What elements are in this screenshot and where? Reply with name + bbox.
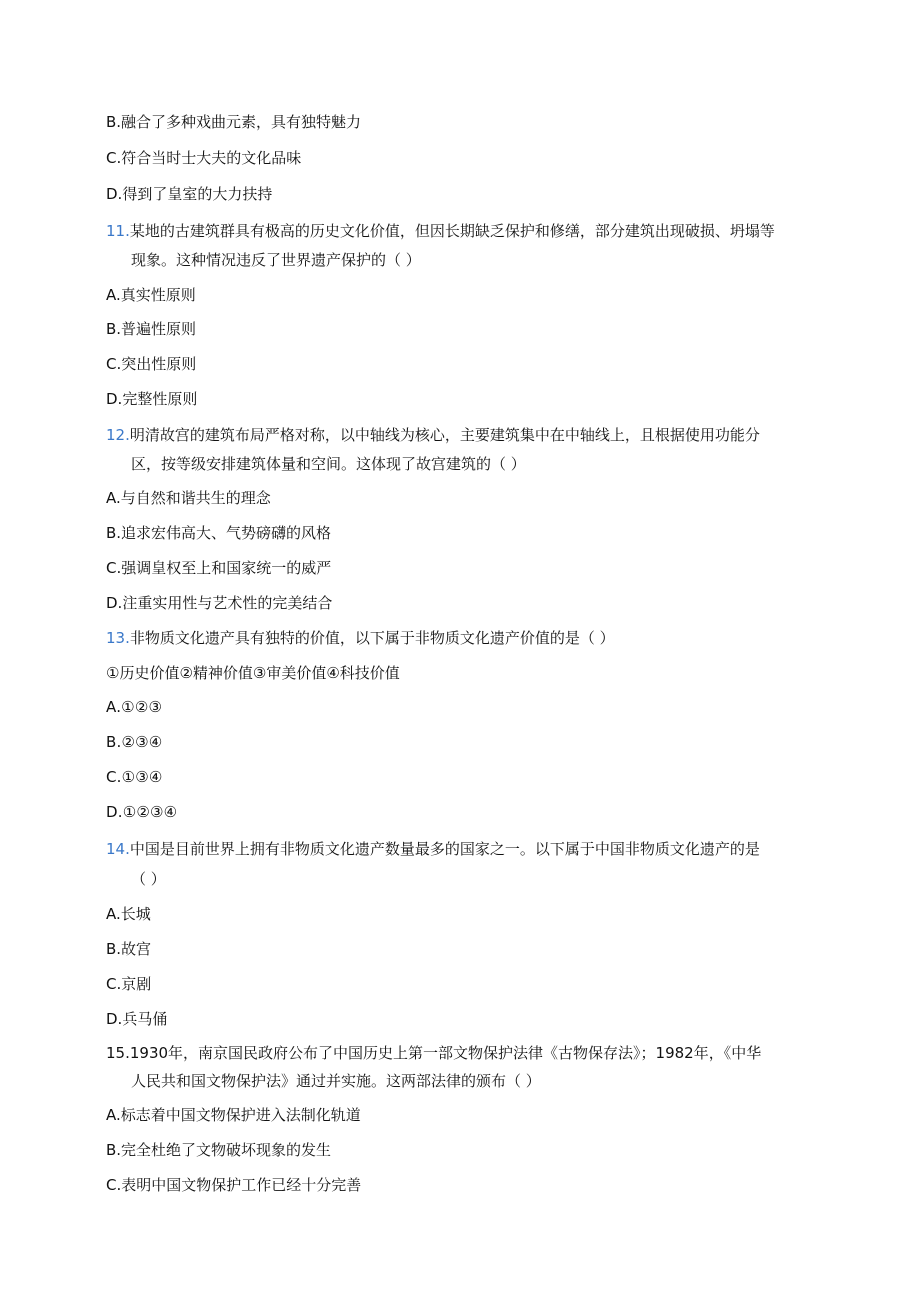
q14-option-a: A.长城 [106, 905, 151, 923]
q14-stem-cont: （ ） [131, 870, 166, 888]
q11-stem-text: 某地的古建筑群具有极高的历史文化价值，但因长期缺乏保护和修缮，部分建筑出现破损、坍塌等 [129, 222, 775, 240]
q12-stem-text: 明清故宫的建筑布局严格对称，以中轴线为核心，主要建筑集中在中轴线上，且根据使用功能分 [129, 426, 760, 444]
q15-option-a: A.标志着中国文物保护进入法制化轨道 [106, 1106, 361, 1124]
q12-option-a: A.与自然和谐共生的理念 [106, 489, 271, 507]
q10-option-b: B.融合了多种戏曲元素，具有独特魅力 [106, 113, 362, 131]
q11-option-d: D.完整性原则 [106, 390, 198, 408]
q11-number: 11. [106, 222, 130, 240]
q12-stem [106, 425, 760, 445]
q13-items: ①历史价值②精神价值③审美价值④科技价值 [106, 664, 400, 682]
q11-option-a: A.真实性原则 [106, 286, 196, 304]
q14-number: 14. [106, 840, 130, 858]
q15-option-b: B.完全杜绝了文物破坏现象的发生 [106, 1141, 332, 1159]
q14-option-b: B.故宫 [106, 940, 152, 958]
q11-option-b: B.普遍性原则 [106, 320, 197, 338]
q13-number: 13. [106, 629, 130, 647]
q14-option-c: C.京剧 [106, 975, 152, 993]
q11-stem-cont: 现象。这种情况违反了世界遗产保护的（ ） [131, 251, 421, 269]
q13-stem-text: 非物质文化遗产具有独特的价值，以下属于非物质文化遗产价值的是（ ） [129, 629, 615, 647]
q15-stem: 15.1930年，南京国民政府公布了中国历史上第一部文物保护法律《古物保存法》；1982年，《中华 [106, 1044, 762, 1062]
q13-option-a: A.①②③ [106, 698, 163, 716]
q12-option-b: B.追求宏伟高大、气势磅礴的风格 [106, 524, 332, 542]
q14-option-d: D.兵马俑 [106, 1010, 168, 1028]
q14-stem [106, 839, 760, 859]
q10-option-c: C.符合当时士大夫的文化品味 [106, 149, 302, 167]
q13-option-d: D.①②③④ [106, 803, 178, 821]
q13-option-c: C.①③④ [106, 768, 163, 786]
q13-stem [106, 628, 615, 648]
q13-option-b: B.②③④ [106, 733, 163, 751]
q15-option-c: C.表明中国文物保护工作已经十分完善 [106, 1176, 362, 1194]
q14-stem-text: 中国是目前世界上拥有非物质文化遗产数量最多的国家之一。以下属于中国非物质文化遗产的是 [129, 840, 760, 858]
q11-stem [106, 221, 775, 241]
q12-option-d: D.注重实用性与艺术性的完美结合 [106, 594, 333, 612]
q15-stem-cont: 人民共和国文物保护法》通过并实施。这两部法律的颁布（ ） [131, 1072, 541, 1090]
q12-number: 12. [106, 426, 130, 444]
q12-option-c: C.强调皇权至上和国家统一的威严 [106, 559, 332, 577]
q11-option-c: C.突出性原则 [106, 355, 197, 373]
q12-stem-cont: 区，按等级安排建筑体量和空间。这体现了故宫建筑的（ ） [131, 455, 526, 473]
q10-option-d: D.得到了皇室的大力扶持 [106, 185, 273, 203]
